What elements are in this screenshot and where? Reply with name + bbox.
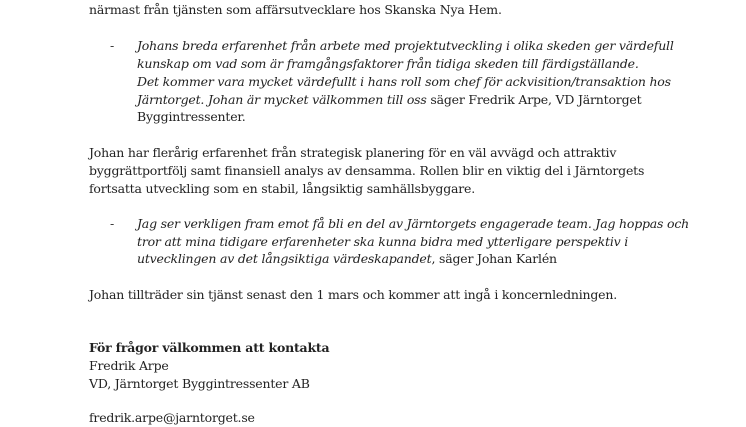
paragraph3: Johan tillträder sin tjänst senast den 1 mars och kommer att ingå i koncernledningen. xyxy=(89,287,617,302)
contact-name: Fredrik Arpe xyxy=(89,358,169,373)
quote1-line-3: Det kommer vara mycket värdefullt i hans roll som chef för ackvisition/transaktion hos xyxy=(137,74,671,89)
contact-title: VD, Järntorget Byggintressenter AB xyxy=(89,376,310,391)
paragraph2-line-2: byggrättportfölj samt finansiell analys av densamma. Rollen blir en viktig del i Järntorgets xyxy=(89,163,645,178)
contact-email[interactable]: fredrik.arpe@jarntorget.se xyxy=(89,410,255,425)
contact-heading: För frågor välkommen att kontakta xyxy=(89,340,330,355)
quote1-bullet: - xyxy=(110,38,115,53)
quote2-line-3-text: utvecklingen av det långsiktiga värdeskapandet xyxy=(137,251,432,266)
intro-paragraph-tail: närmast från tjänsten som affärsutvecklare hos Skanska Nya Hem. xyxy=(89,2,502,17)
quote1-line-4 xyxy=(137,91,641,109)
paragraph2-line-3: fortsatta utveckling som en stabil, långsiktig samhällsbyggare. xyxy=(89,181,476,196)
quote2-bullet: - xyxy=(110,216,115,231)
quote1-line-4-text: Järntorget. Johan är mycket välkommen till oss xyxy=(137,92,427,107)
quote1-line-2: kunskap om vad som är framgångsfaktorer från tidiga skeden till färdigställande. xyxy=(137,56,639,71)
quote1-attribution-cont: Byggintressenter. xyxy=(137,109,246,124)
quote2-line-3 xyxy=(137,250,557,268)
quote1-line-1: Johans breda erfarenhet från arbete med projektutveckling i olika skeden ger värdefull xyxy=(137,38,674,53)
paragraph2-line-1: Johan har flerårig erfarenhet från strategisk planering för en väl avvägd och attraktiv xyxy=(89,145,617,160)
quote2-line-1: Jag ser verkligen fram emot få bli en del av Järntorgets engagerade team. Jag hoppas och xyxy=(137,216,690,231)
quote1-attribution: säger Fredrik Arpe, VD Järntorget xyxy=(426,92,642,107)
quote2-attribution: , säger Johan Karlén xyxy=(431,251,557,266)
quote2-line-2: tror att mina tidigare erfarenheter ska kunna bidra med ytterligare perspektiv i xyxy=(137,234,629,249)
